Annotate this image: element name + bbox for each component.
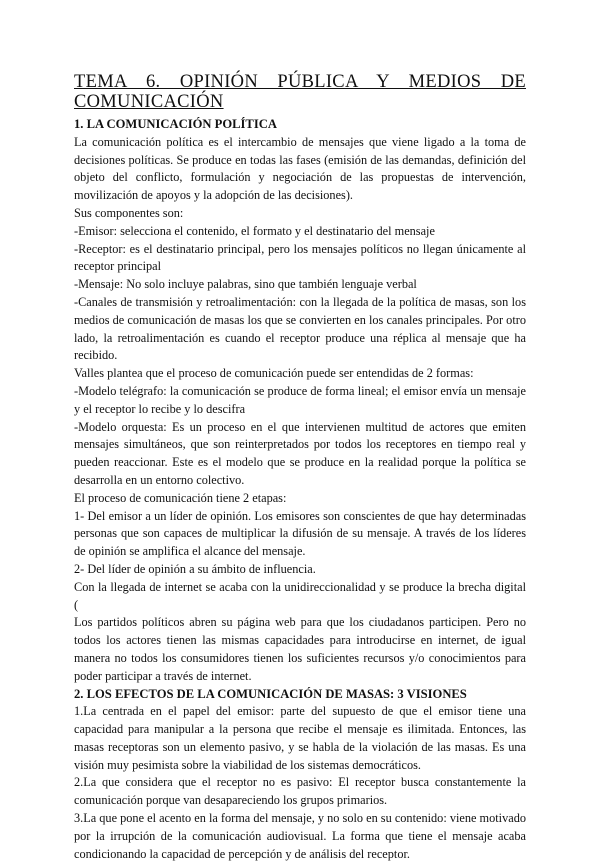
paragraph: -Mensaje: No solo incluye palabras, sino que también lenguaje verbal: [74, 276, 526, 294]
paragraph: -Canales de transmisión y retroalimentación: con la llegada de la política de masas, son los medios de comunicación de masas los que se convierten en los canales principales. Por otro lado, la retroalimentación es cuando el receptor produce una réplica al mensaje que ha recibido.: [74, 294, 526, 365]
paragraph: Valles plantea que el proceso de comunicación puede ser entendidas de 2 formas:: [74, 365, 526, 383]
paragraph: Con la llegada de internet se acaba con la unidireccionalidad y se produce la brecha digital (: [74, 579, 526, 615]
section-1: [74, 116, 526, 686]
section-2-body: [74, 703, 526, 863]
paragraph: 3.La que pone el acento en la forma del mensaje, y no solo en su contenido: viene motivado por la irrupción de la comunicación audiovisual. La forma que tiene el mensaje acaba condicionando la capacidad de percepción y de análisis del receptor.: [74, 810, 526, 863]
section-1-body: [74, 134, 526, 686]
section-1-heading: 1. LA COMUNICACIÓN POLÍTICA: [74, 116, 526, 134]
paragraph: -Modelo telégrafo: la comunicación se produce de forma lineal; el emisor envía un mensaje y el receptor lo recibe y lo descifra: [74, 383, 526, 419]
section-2-heading: 2. LOS EFECTOS DE LA COMUNICACIÓN DE MASAS: 3 VISIONES: [74, 686, 526, 704]
title-line-2: COMUNICACIÓN: [74, 92, 224, 112]
paragraph: -Emisor: selecciona el contenido, el formato y el destinatario del mensaje: [74, 223, 526, 241]
paragraph: El proceso de comunicación tiene 2 etapas:: [74, 490, 526, 508]
paragraph: -Modelo orquesta: Es un proceso en el que intervienen multitud de actores que emiten mensajes simultáneos, que son reinterpretados por todos los receptores en tiempo real y pueden reaccionar. Este es el modelo que se produce en la realidad porque la política se desarrolla en un entorno colectivo.: [74, 419, 526, 490]
section-2: [74, 686, 526, 863]
paragraph: 1.La centrada en el papel del emisor: parte del supuesto de que el emisor tiene una capacidad para manipular a la persona que recibe el mensaje es ilimitada. Entonces, las masas receptoras son un elemento pasivo, y se habla de la violación de las masas. Es una visión muy pesimista sobre la viabilidad de los sistemas democráticos.: [74, 703, 526, 774]
paragraph: Sus componentes son:: [74, 205, 526, 223]
title-line-1: TEMA 6. OPINIÓN PÚBLICA Y MEDIOS DE: [74, 72, 526, 92]
paragraph: 1- Del emisor a un líder de opinión. Los emisores son conscientes de que hay determinadas personas que son capaces de multiplicar la difusión de su mensaje. A través de los líderes de opinión se amplifica el alcance del mensaje.: [74, 508, 526, 561]
paragraph: -Receptor: es el destinatario principal, pero los mensajes políticos no llegan únicamente al receptor principal: [74, 241, 526, 277]
document-page: [74, 72, 526, 863]
paragraph: 2- Del líder de opinión a su ámbito de influencia.: [74, 561, 526, 579]
paragraph: 2.La que considera que el receptor no es pasivo: El receptor busca constantemente la comunicación porque van desapareciendo los grupos primarios.: [74, 774, 526, 810]
paragraph: Los partidos políticos abren su página web para que los ciudadanos participen. Pero no todos los actores tienen las mismas capacidades para introducirse en internet, de igual manera no todos los consumidores tienen los suficientes recursos y/o conocimientos para poder participar a través de internet.: [74, 614, 526, 685]
document-title: [74, 72, 526, 112]
paragraph: La comunicación política es el intercambio de mensajes que viene ligado a la toma de decisiones políticas. Se produce en todas las fases (emisión de las demandas, definición del objeto del conflicto, formulación y negociación de las propuestas de intervención, movilización de apoyos y la adopción de las decisiones).: [74, 134, 526, 205]
